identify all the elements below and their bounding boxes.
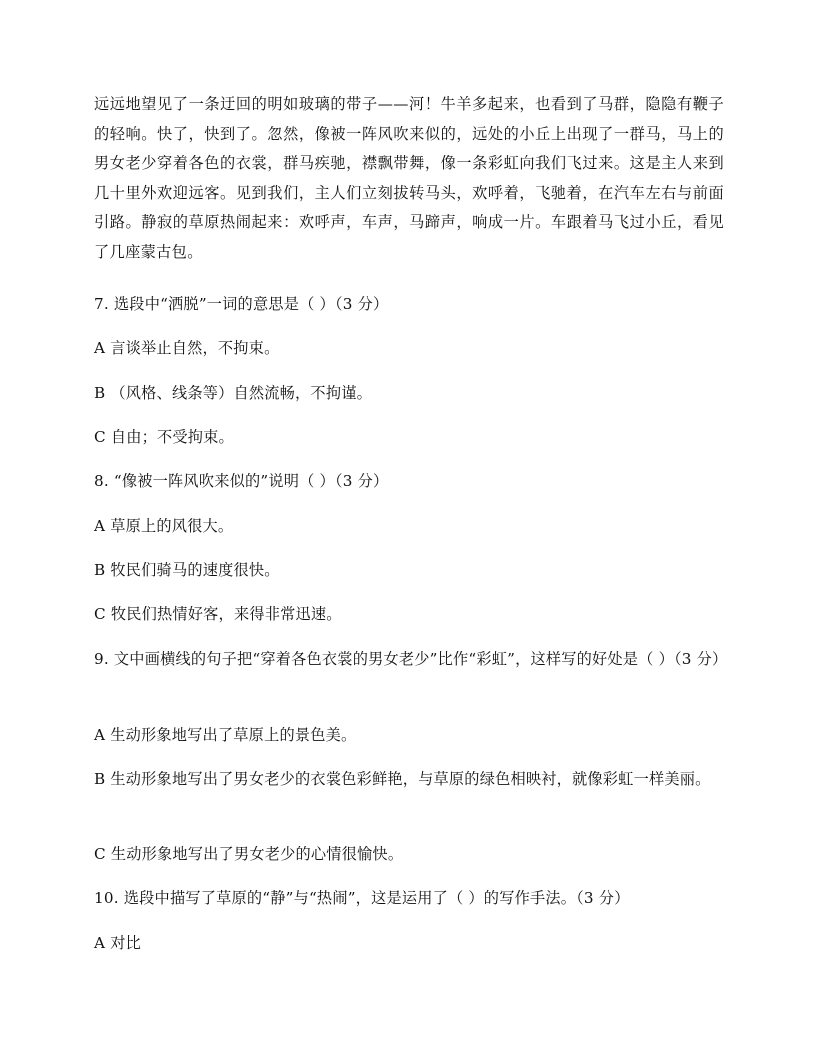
question-7-option-c: C 自由；不受拘束。 — [94, 428, 234, 446]
question-8-option-c: C 牧民们热情好客，来得非常迅速。 — [94, 605, 342, 623]
question-8-option-a: A 草原上的风很大。 — [94, 517, 234, 535]
question-9-option-b: B 生动形象地写出了男女老少的衣裳色彩鲜艳，与草原的绿色相映衬，就像彩虹一样美丽。 — [94, 770, 711, 788]
question-7-stem: 7. 选段中“洒脱”一词的意思是（ ）（3 分） — [94, 295, 389, 313]
question-7-option-b: B （风格、线条等）自然流畅，不拘谨。 — [94, 384, 372, 402]
question-10-stem: 10. 选段中描写了草原的“静”与“热闹”，这是运用了（ ）的写作手法。（3 分） — [94, 889, 630, 907]
question-9-option-c: C 生动形象地写出了男女老少的心情很愉快。 — [94, 845, 404, 863]
question-8-option-b: B 牧民们骑马的速度很快。 — [94, 561, 280, 579]
passage-text: 远远地望见了一条迂回的明如玻璃的带子——河！牛羊多起来，也看到了马群，隐隐有鞭子的轻响。快了，快到了。忽然，像被一阵风吹来似的，远处的小丘上出现了一群马，马上的男女老少穿着各色的衣裳，群马疾驰，襟飘带舞，像一条彩虹向我们飞过来。这是主人来到几十里外欢迎远客。见到我们，主人们立刻拔转马头，欢呼着，飞驰着，在汽车左右与前面引路。静寂的草原热闹起来：欢呼声，车声，马蹄声，响成一片。车跟着马飞过小丘，看见了几座蒙古包。 — [94, 95, 724, 261]
question-7-option-a: A 言谈举止自然，不拘束。 — [94, 339, 280, 357]
question-10-option-a: A 对比 — [94, 934, 141, 952]
question-9-stem: 9. 文中画横线的句子把“穿着各色衣裳的男女老少”比作“彩虹”，这样写的好处是（ ）（3 分） — [94, 650, 728, 668]
question-8-stem: 8. “像被一阵风吹来似的”说明（ ）（3 分） — [94, 472, 389, 490]
question-9-option-a: A 生动形象地写出了草原上的景色美。 — [94, 726, 357, 744]
